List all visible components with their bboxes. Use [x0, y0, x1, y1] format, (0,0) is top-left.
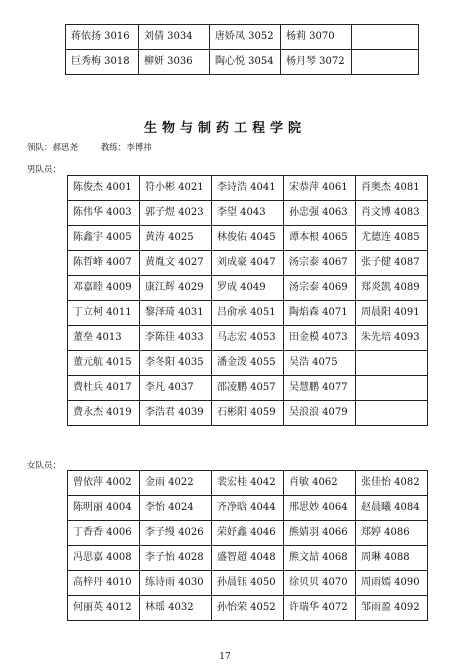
team-leader: 领队：郝思尧 [27, 143, 79, 153]
roster-cell: 熊文喆 4068 [284, 546, 356, 571]
roster-cell: 张子健 4087 [356, 251, 428, 276]
roster-cell: 董垒 4013 [68, 326, 140, 351]
roster-cell: 李浩君 4039 [140, 401, 212, 426]
roster-cell: 何丽英 4012 [68, 596, 140, 621]
roster-cell: 蒋依扬 3016 [66, 25, 139, 50]
roster-cell: 丁立柯 4011 [68, 301, 140, 326]
roster-cell [356, 401, 428, 426]
roster-cell: 金雨 4022 [140, 471, 212, 496]
roster-cell: 陈鑫宇 4005 [68, 226, 140, 251]
female-section-label: 女队员： [27, 461, 62, 471]
table-row [68, 546, 428, 571]
section-title: 生物与制药工程学院 [143, 121, 306, 136]
table-row [68, 351, 428, 376]
roster-cell: 高梓丹 4010 [68, 571, 140, 596]
roster-cell: 李冬阳 4035 [140, 351, 212, 376]
roster-cell: 赵晨曦 4084 [356, 496, 428, 521]
male-roster-table [67, 175, 428, 426]
roster-cell: 杨月琴 3072 [281, 50, 352, 75]
male-section-label: 男队员： [27, 165, 62, 175]
roster-cell: 孙忠强 4063 [284, 201, 356, 226]
table-row [66, 50, 419, 75]
table-row [68, 471, 428, 496]
table-row [68, 251, 428, 276]
roster-cell: 邓嘉睦 4009 [68, 276, 140, 301]
table-row [68, 401, 428, 426]
leaders-line [27, 141, 152, 153]
roster-cell: 李子怡 4028 [140, 546, 212, 571]
roster-cell: 李诗浩 4041 [212, 176, 284, 201]
roster-cell: 徐贝贝 4070 [284, 571, 356, 596]
roster-cell: 吴浪浪 4079 [284, 401, 356, 426]
roster-cell: 唐娇凤 3052 [210, 25, 281, 50]
roster-cell: 石彬阳 4059 [212, 401, 284, 426]
table-row [68, 176, 428, 201]
roster-cell: 齐净晗 4044 [212, 496, 284, 521]
roster-cell: 陈明丽 4004 [68, 496, 140, 521]
female-roster-table [67, 470, 428, 621]
roster-cell: 熊婧羽 4066 [284, 521, 356, 546]
roster-cell: 冯思嘉 4008 [68, 546, 140, 571]
roster-cell: 宋恭萍 4061 [284, 176, 356, 201]
roster-cell: 李陈佳 4033 [140, 326, 212, 351]
roster-cell: 刘倩 3034 [139, 25, 210, 50]
roster-cell: 郑婷 4086 [356, 521, 428, 546]
roster-cell: 练诗雨 4030 [140, 571, 212, 596]
table-row [68, 376, 428, 401]
roster-cell: 邢思妙 4064 [284, 496, 356, 521]
roster-cell: 曾依萍 4002 [68, 471, 140, 496]
roster-cell: 周琳 4088 [356, 546, 428, 571]
roster-cell: 张佳怡 4082 [356, 471, 428, 496]
roster-cell: 黎泽琦 4031 [140, 301, 212, 326]
table-row [66, 25, 419, 50]
roster-cell: 费永杰 4019 [68, 401, 140, 426]
roster-cell: 马志宏 4053 [212, 326, 284, 351]
roster-cell: 裴宏桂 4042 [212, 471, 284, 496]
roster-cell: 李望 4043 [212, 201, 284, 226]
roster-cell: 邹雨盈 4092 [356, 596, 428, 621]
roster-cell: 黄涛 4025 [140, 226, 212, 251]
roster-cell [352, 25, 419, 50]
roster-cell: 周晨阳 4091 [356, 301, 428, 326]
roster-cell: 盛智超 4048 [212, 546, 284, 571]
roster-cell [356, 351, 428, 376]
table-row [68, 226, 428, 251]
roster-cell: 尤德连 4085 [356, 226, 428, 251]
table-row [68, 496, 428, 521]
roster-cell: 孙怡荣 4052 [212, 596, 284, 621]
table-row [68, 201, 428, 226]
roster-cell: 董元航 4015 [68, 351, 140, 376]
table-row [68, 596, 428, 621]
roster-cell: 肖文博 4083 [356, 201, 428, 226]
roster-cell: 许瑞华 4072 [284, 596, 356, 621]
roster-cell: 田金模 4073 [284, 326, 356, 351]
roster-cell: 谭本根 4065 [284, 226, 356, 251]
roster-cell [356, 376, 428, 401]
roster-cell: 黄胤文 4027 [140, 251, 212, 276]
table-row [68, 326, 428, 351]
roster-cell: 杨莉 3070 [281, 25, 352, 50]
roster-cell: 巨秀梅 3018 [66, 50, 139, 75]
roster-cell: 康江辉 4029 [140, 276, 212, 301]
roster-cell: 林瑶 4032 [140, 596, 212, 621]
roster-cell: 郭子煜 4023 [140, 201, 212, 226]
roster-cell: 符小彬 4021 [140, 176, 212, 201]
roster-cell: 林俊佑 4045 [212, 226, 284, 251]
roster-cell: 李子缦 4026 [140, 521, 212, 546]
team-coach: 教练：李博祎 [100, 143, 152, 153]
roster-cell [352, 50, 419, 75]
roster-cell: 柳妍 3036 [139, 50, 210, 75]
roster-cell: 陶焰森 4071 [284, 301, 356, 326]
roster-cell: 汤宗泰 4069 [284, 276, 356, 301]
page-number: 17 [219, 652, 231, 662]
roster-cell: 李怡 4024 [140, 496, 212, 521]
roster-cell: 肖奥杰 4081 [356, 176, 428, 201]
roster-cell: 肖敏 4062 [284, 471, 356, 496]
table-row [68, 571, 428, 596]
roster-cell: 邵凌鹏 4057 [212, 376, 284, 401]
roster-cell: 刘成豪 4047 [212, 251, 284, 276]
roster-cell: 郑炎凯 4089 [356, 276, 428, 301]
roster-cell: 陈哲峰 4007 [68, 251, 140, 276]
table-row [68, 276, 428, 301]
table-row [68, 521, 428, 546]
roster-cell: 汤宗泰 4067 [284, 251, 356, 276]
top-roster-table [65, 24, 419, 75]
roster-cell: 朱先培 4093 [356, 326, 428, 351]
roster-cell: 罗成 4049 [212, 276, 284, 301]
roster-cell: 吴浩 4075 [284, 351, 356, 376]
roster-cell: 孙晨钰 4050 [212, 571, 284, 596]
roster-cell: 陈伟华 4003 [68, 201, 140, 226]
roster-cell: 荣妤鑫 4046 [212, 521, 284, 546]
roster-cell: 陶心悦 3054 [210, 50, 281, 75]
roster-cell: 费杜兵 4017 [68, 376, 140, 401]
table-row [68, 301, 428, 326]
roster-cell: 陈俊杰 4001 [68, 176, 140, 201]
roster-cell: 吕俞承 4051 [212, 301, 284, 326]
roster-cell: 李凡 4037 [140, 376, 212, 401]
roster-cell: 周雨嫣 4090 [356, 571, 428, 596]
roster-cell: 吴慧鹏 4077 [284, 376, 356, 401]
roster-cell: 丁香香 4006 [68, 521, 140, 546]
roster-cell: 潘金泼 4055 [212, 351, 284, 376]
